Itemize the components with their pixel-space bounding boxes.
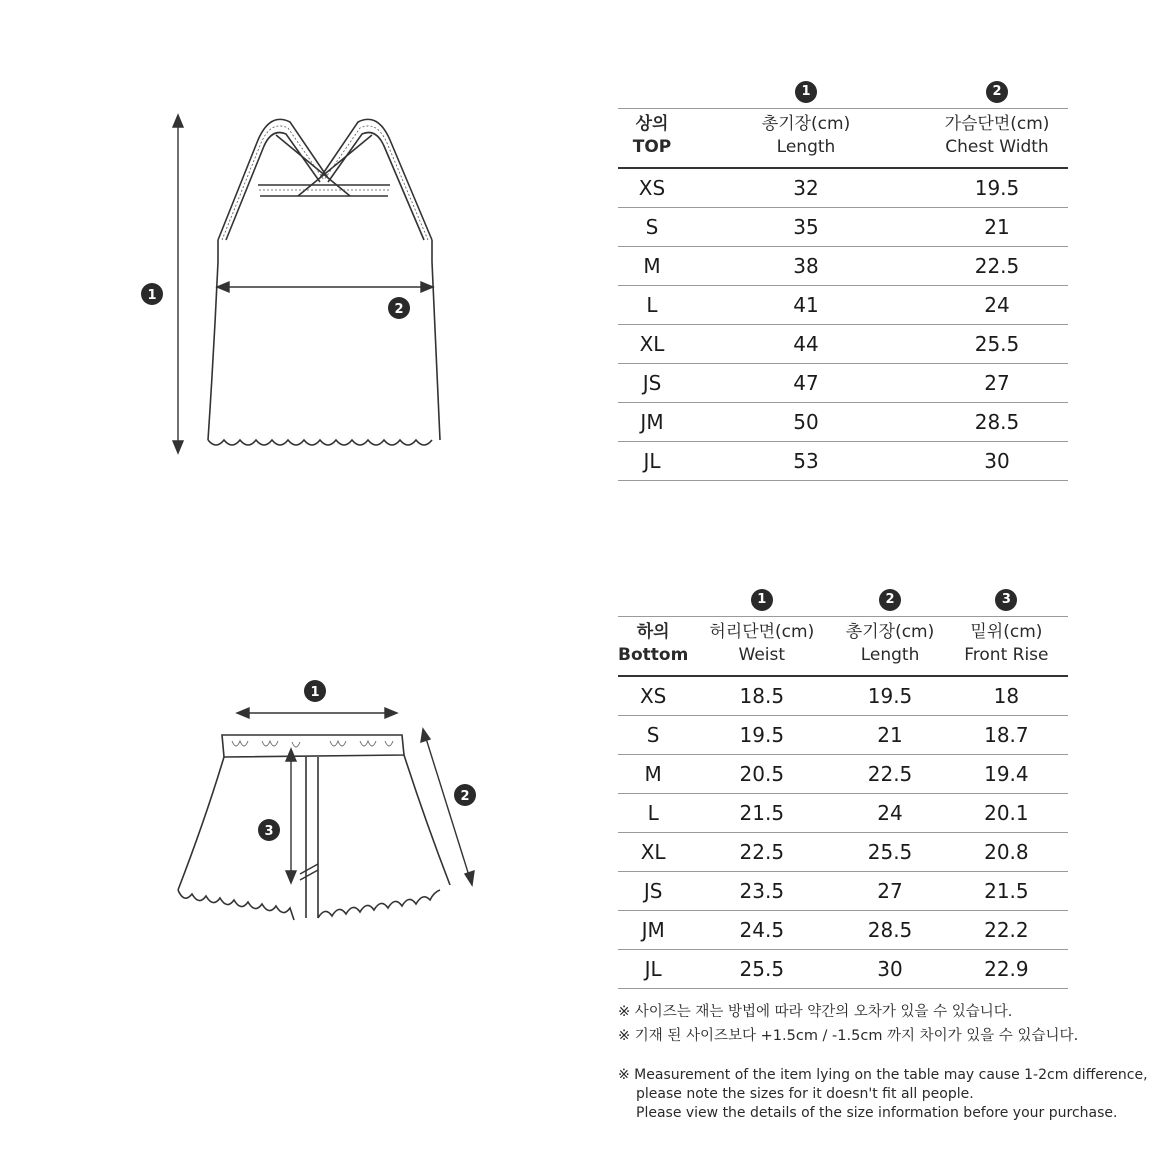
measurement-value: 27	[835, 872, 944, 911]
size-label: XS	[618, 676, 688, 716]
measurement-value: 21.5	[945, 872, 1068, 911]
measurement-value: 24.5	[688, 911, 835, 950]
bottom-size-row	[618, 833, 1068, 872]
measurement-value: 23.5	[688, 872, 835, 911]
measurement-value: 53	[686, 442, 926, 481]
measurement-value: 19.4	[945, 755, 1068, 794]
measurement-value: 38	[686, 247, 926, 286]
svg-text:1: 1	[147, 288, 157, 303]
marker-3-icon	[258, 819, 280, 841]
bottom-size-row	[618, 911, 1068, 950]
note-en-1: ※ Measurement of the item lying on the table may cause 1-2cm difference,	[618, 1067, 1148, 1083]
measurement-value: 20.1	[945, 794, 1068, 833]
top-size-row	[618, 286, 1068, 325]
bottom-size-table	[618, 578, 1068, 989]
size-label: JS	[618, 364, 686, 403]
marker-1-icon: 1	[795, 81, 817, 103]
size-label: M	[618, 755, 688, 794]
size-label: S	[618, 208, 686, 247]
marker-1-icon: 1	[751, 589, 773, 611]
note-en-2: please note the sizes for it doesn't fit all people.	[636, 1086, 974, 1102]
measurement-value: 22.9	[945, 950, 1068, 989]
size-label: M	[618, 247, 686, 286]
measurement-value: 22.5	[835, 755, 944, 794]
measurement-value: 25.5	[835, 833, 944, 872]
size-label: XL	[618, 325, 686, 364]
top-size-row	[618, 442, 1068, 481]
measurement-value: 18.5	[688, 676, 835, 716]
measurement-value: 19.5	[688, 716, 835, 755]
top-size-row	[618, 208, 1068, 247]
bottom-size-row	[618, 794, 1068, 833]
bottom-label: 하의 Bottom	[618, 617, 688, 677]
size-label: JM	[618, 911, 688, 950]
measurement-value: 30	[926, 442, 1068, 481]
marker-2-icon: 2	[986, 81, 1008, 103]
bottom-col-length: 총기장(cm) Length	[835, 617, 944, 677]
size-label: L	[618, 286, 686, 325]
measurement-value: 18	[945, 676, 1068, 716]
note-kr-1: ※ 사이즈는 재는 방법에 따라 약간의 오차가 있을 수 있습니다.	[618, 1004, 1013, 1020]
top-size-row	[618, 364, 1068, 403]
bottom-size-row	[618, 716, 1068, 755]
top-size-row	[618, 247, 1068, 286]
top-size-row	[618, 403, 1068, 442]
measurement-value: 22.2	[945, 911, 1068, 950]
top-size-row	[618, 325, 1068, 364]
measurement-value: 19.5	[926, 168, 1068, 208]
bottom-col-rise: 밑위(cm) Front Rise	[945, 617, 1068, 677]
waist-arrow	[237, 708, 397, 718]
marker-2-icon: 2	[879, 589, 901, 611]
waistband-texture	[232, 741, 393, 747]
note-kr-2: ※ 기재 된 사이즈보다 +1.5cm / -1.5cm 까지 차이가 있을 수 있습니다.	[618, 1028, 1079, 1044]
measurement-value: 28.5	[926, 403, 1068, 442]
measurement-value: 47	[686, 364, 926, 403]
measurement-value: 21.5	[688, 794, 835, 833]
size-label: JS	[618, 872, 688, 911]
top-col-length: 총기장(cm) Length	[686, 109, 926, 169]
top-header-row	[618, 109, 1068, 169]
measurement-value: 18.7	[945, 716, 1068, 755]
marker-1-icon	[304, 680, 326, 702]
notes-korean	[618, 1000, 1078, 1048]
top-size-row	[618, 168, 1068, 208]
size-label: XL	[618, 833, 688, 872]
size-label: JL	[618, 442, 686, 481]
measurement-value: 25.5	[926, 325, 1068, 364]
measurement-value: 21	[926, 208, 1068, 247]
bottom-size-row	[618, 755, 1068, 794]
measurement-value: 28.5	[835, 911, 944, 950]
top-col-chest: 가슴단면(cm) Chest Width	[926, 109, 1068, 169]
measurement-value: 27	[926, 364, 1068, 403]
length-diagonal-arrow	[421, 729, 474, 885]
svg-text:2: 2	[460, 789, 470, 804]
measurement-value: 22.5	[688, 833, 835, 872]
measurement-value: 24	[835, 794, 944, 833]
note-en-3: Please view the details of the size information before your purchase.	[636, 1105, 1118, 1121]
size-label: JM	[618, 403, 686, 442]
top-label: 상의 TOP	[618, 109, 686, 169]
size-label: L	[618, 794, 688, 833]
measurement-value: 32	[686, 168, 926, 208]
bottom-size-row	[618, 950, 1068, 989]
marker-3-icon: 3	[995, 589, 1017, 611]
measurement-value: 19.5	[835, 676, 944, 716]
bottom-header-row	[618, 617, 1068, 677]
bottom-size-row	[618, 872, 1068, 911]
bottom-size-row	[618, 676, 1068, 716]
bottom-col-waist: 허리단면(cm) Weist	[688, 617, 835, 677]
bottom-marker-row	[618, 578, 1068, 617]
size-label: S	[618, 716, 688, 755]
measurement-value: 21	[835, 716, 944, 755]
front-rise-arrow	[286, 749, 318, 883]
measurement-value: 50	[686, 403, 926, 442]
marker-2-icon	[454, 784, 476, 806]
svg-text:1: 1	[310, 685, 320, 700]
svg-text:3: 3	[264, 824, 274, 839]
measurement-value: 44	[686, 325, 926, 364]
size-label: JL	[618, 950, 688, 989]
shorts-outline	[178, 735, 450, 920]
top-size-table	[618, 70, 1068, 481]
measurement-value: 35	[686, 208, 926, 247]
measurement-value: 20.8	[945, 833, 1068, 872]
measurement-value: 24	[926, 286, 1068, 325]
shorts-diagram	[0, 0, 520, 1168]
size-label: XS	[618, 168, 686, 208]
measurement-value: 22.5	[926, 247, 1068, 286]
top-marker-row	[618, 70, 1068, 109]
svg-text:2: 2	[394, 302, 404, 317]
measurement-value: 30	[835, 950, 944, 989]
measurement-value: 41	[686, 286, 926, 325]
measurement-value: 20.5	[688, 755, 835, 794]
notes-english	[618, 1066, 1148, 1123]
measurement-value: 25.5	[688, 950, 835, 989]
